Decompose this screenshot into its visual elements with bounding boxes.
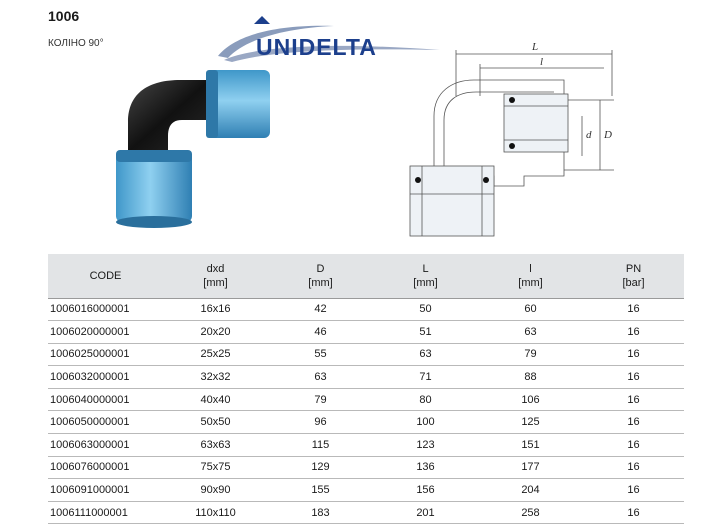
table-cell: 42 xyxy=(268,298,373,321)
product-code-cell: 1006025000001 xyxy=(48,343,163,366)
elbow-photo xyxy=(110,62,280,247)
table-cell: 258 xyxy=(478,501,583,524)
product-code-cell: 1006040000001 xyxy=(48,388,163,411)
column-header-unit: [mm] xyxy=(413,276,438,289)
dim-label-L: L xyxy=(532,41,539,53)
column-header-4 xyxy=(478,254,583,298)
logo-text: UNIDELTA xyxy=(256,34,377,60)
table-cell: 25x25 xyxy=(163,343,268,366)
column-header-0 xyxy=(48,254,163,298)
table-cell: 71 xyxy=(373,366,478,389)
table-cell: 16 xyxy=(583,501,684,524)
table-cell: 46 xyxy=(268,321,373,344)
table-row xyxy=(48,411,684,434)
dim-label-d: d xyxy=(586,129,592,141)
table-row xyxy=(48,298,684,321)
table-cell: 125 xyxy=(478,411,583,434)
column-header-unit: [mm] xyxy=(518,276,543,289)
table-cell: 51 xyxy=(373,321,478,344)
table-row xyxy=(48,434,684,457)
table-cell: 63x63 xyxy=(163,434,268,457)
table-cell: 106 xyxy=(478,388,583,411)
table-cell: 63 xyxy=(478,321,583,344)
table-cell: 79 xyxy=(268,388,373,411)
table-row xyxy=(48,501,684,524)
table-cell: 156 xyxy=(373,479,478,502)
table-cell: 50x50 xyxy=(163,411,268,434)
table-cell: 177 xyxy=(478,456,583,479)
column-header-2 xyxy=(268,254,373,298)
column-header-name: dxd xyxy=(206,262,225,275)
table-cell: 100 xyxy=(373,411,478,434)
table-cell: 20x20 xyxy=(163,321,268,344)
table-body xyxy=(48,298,684,524)
table-cell: 201 xyxy=(373,501,478,524)
table-cell: 80 xyxy=(373,388,478,411)
table-cell: 155 xyxy=(268,479,373,502)
column-header-name: D xyxy=(316,262,325,275)
product-code-cell: 1006063000001 xyxy=(48,434,163,457)
table-cell: 40x40 xyxy=(163,388,268,411)
column-header-name: l xyxy=(529,262,532,275)
product-code: 1006 xyxy=(48,8,80,24)
column-header-name: PN xyxy=(625,262,642,275)
product-name: КОЛІНО 90° xyxy=(48,38,104,49)
table-cell: 55 xyxy=(268,343,373,366)
table-cell: 50 xyxy=(373,298,478,321)
column-header-5 xyxy=(583,254,684,298)
table-row xyxy=(48,321,684,344)
product-code-cell: 1006020000001 xyxy=(48,321,163,344)
table-cell: 16x16 xyxy=(163,298,268,321)
product-code-cell: 1006111000001 xyxy=(48,501,163,524)
table-row xyxy=(48,366,684,389)
table-cell: 16 xyxy=(583,298,684,321)
product-code-cell: 1006091000001 xyxy=(48,479,163,502)
table-cell: 16 xyxy=(583,321,684,344)
column-header-unit: [bar] xyxy=(622,276,645,289)
dim-label-D: D xyxy=(604,129,612,141)
table-cell: 16 xyxy=(583,343,684,366)
table-cell: 16 xyxy=(583,366,684,389)
table-cell: 88 xyxy=(478,366,583,389)
table-cell: 63 xyxy=(268,366,373,389)
table-cell: 151 xyxy=(478,434,583,457)
table-cell: 16 xyxy=(583,388,684,411)
product-code-cell: 1006050000001 xyxy=(48,411,163,434)
table-row xyxy=(48,388,684,411)
table-cell: 16 xyxy=(583,434,684,457)
column-header-name: L xyxy=(422,262,429,275)
column-header-name: CODE xyxy=(89,269,122,282)
table-header-row xyxy=(48,254,684,298)
table-cell: 16 xyxy=(583,479,684,502)
table-cell: 60 xyxy=(478,298,583,321)
table-row xyxy=(48,343,684,366)
technical-drawing xyxy=(404,36,624,246)
column-header-1 xyxy=(163,254,268,298)
column-header-3 xyxy=(373,254,478,298)
table-cell: 32x32 xyxy=(163,366,268,389)
table-cell: 79 xyxy=(478,343,583,366)
table-cell: 96 xyxy=(268,411,373,434)
dim-label-l: l xyxy=(540,56,544,68)
table-cell: 115 xyxy=(268,434,373,457)
table-cell: 183 xyxy=(268,501,373,524)
column-header-unit: [mm] xyxy=(308,276,333,289)
table-cell: 110x110 xyxy=(163,501,268,524)
product-code-cell: 1006076000001 xyxy=(48,456,163,479)
table-cell: 75x75 xyxy=(163,456,268,479)
table-cell: 90x90 xyxy=(163,479,268,502)
product-code-cell: 1006032000001 xyxy=(48,366,163,389)
table-row xyxy=(48,479,684,502)
table-cell: 16 xyxy=(583,411,684,434)
table-cell: 136 xyxy=(373,456,478,479)
spec-table xyxy=(48,254,684,524)
product-code-cell: 1006016000001 xyxy=(48,298,163,321)
table-cell: 129 xyxy=(268,456,373,479)
table-cell: 63 xyxy=(373,343,478,366)
table-cell: 16 xyxy=(583,456,684,479)
table-cell: 123 xyxy=(373,434,478,457)
table-cell: 204 xyxy=(478,479,583,502)
column-header-unit: [mm] xyxy=(203,276,228,289)
table-row xyxy=(48,456,684,479)
